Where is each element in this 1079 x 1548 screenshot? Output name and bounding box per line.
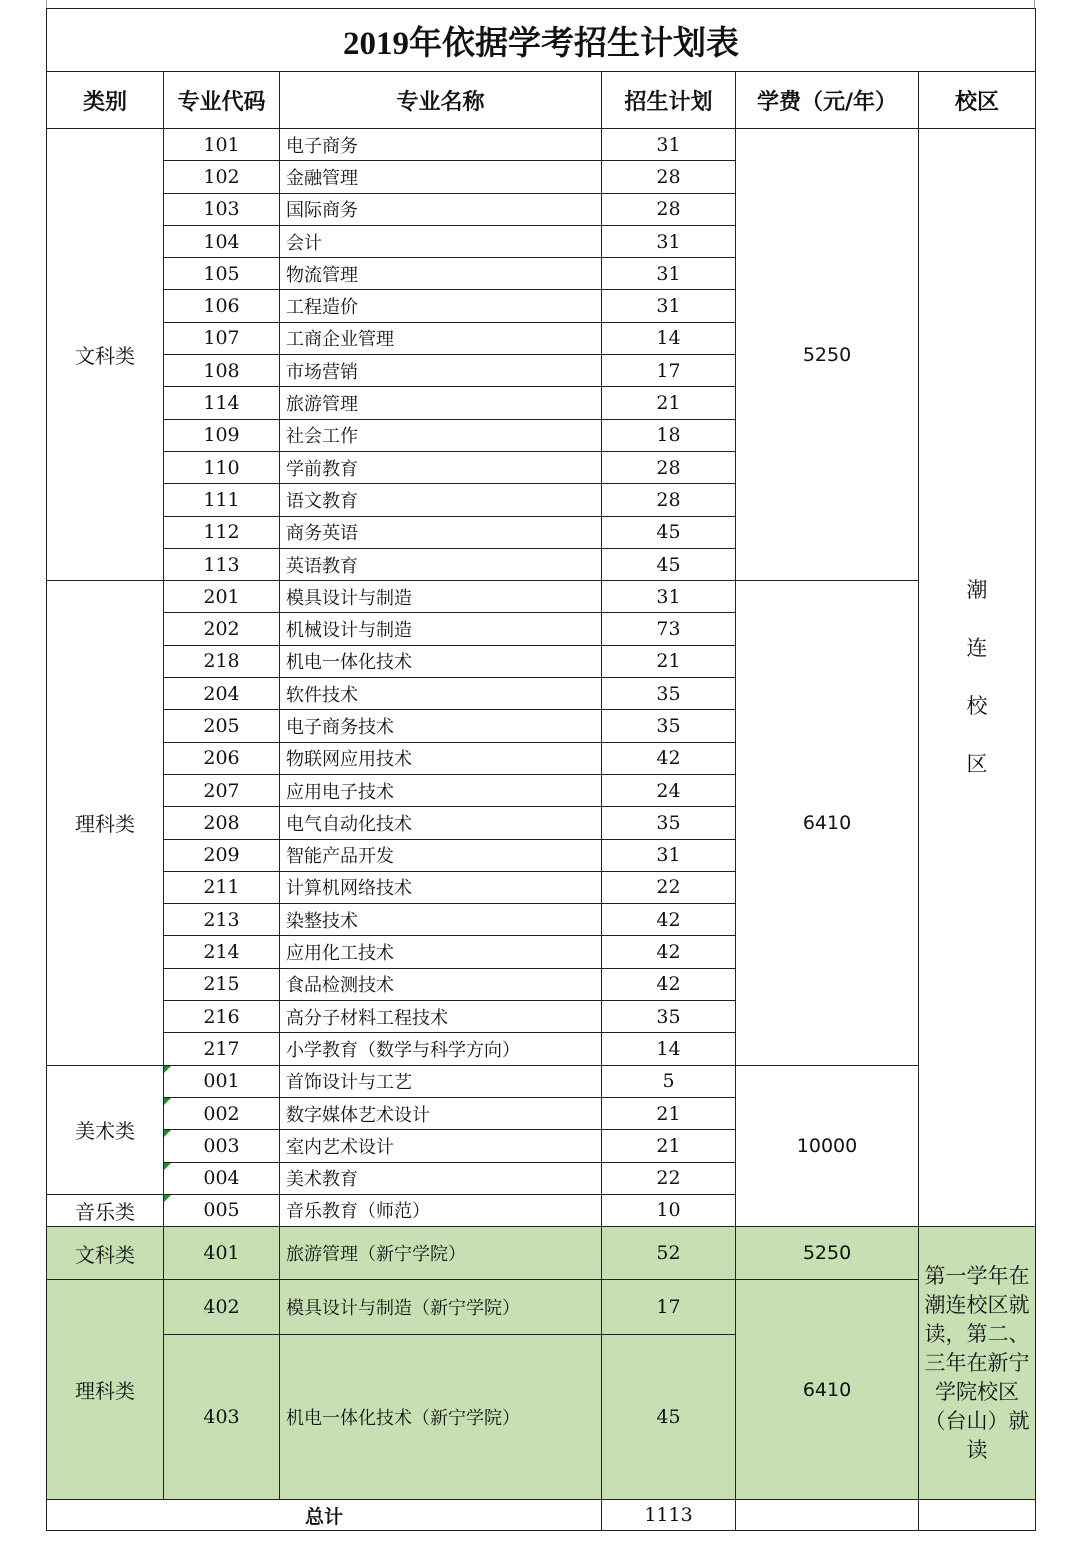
fee-cell: 5250 [736, 1227, 919, 1280]
plan-cell: 42 [602, 904, 736, 936]
name-cell: 音乐教育（师范） [280, 1194, 602, 1226]
fee-cell: 5250 [736, 129, 919, 581]
header-category: 类别 [47, 72, 164, 129]
plan-cell: 28 [602, 193, 736, 225]
plan-cell: 22 [602, 871, 736, 903]
code-cell: 103 [164, 193, 280, 225]
code-cell: 102 [164, 161, 280, 193]
code-cell: 207 [164, 774, 280, 806]
code-cell: 211 [164, 871, 280, 903]
category-cell: 理科类 [47, 1280, 164, 1500]
code-cell: 003 [164, 1130, 280, 1162]
name-cell: 语文教育 [280, 484, 602, 516]
code-cell: 105 [164, 258, 280, 290]
name-cell: 旅游管理（新宁学院） [280, 1227, 602, 1280]
plan-cell: 31 [602, 290, 736, 322]
name-cell: 模具设计与制造 [280, 581, 602, 613]
code-cell: 110 [164, 451, 280, 483]
category-cell: 理科类 [47, 581, 164, 1065]
name-cell: 国际商务 [280, 193, 602, 225]
code-cell: 111 [164, 484, 280, 516]
name-cell: 商务英语 [280, 516, 602, 548]
category-cell: 音乐类 [47, 1194, 164, 1226]
code-cell: 208 [164, 807, 280, 839]
total-value: 1113 [602, 1500, 736, 1531]
name-cell: 会计 [280, 225, 602, 257]
category-cell: 美术类 [47, 1065, 164, 1194]
code-cell: 205 [164, 710, 280, 742]
code-cell: 113 [164, 548, 280, 580]
plan-cell: 18 [602, 419, 736, 451]
code-cell: 112 [164, 516, 280, 548]
fee-cell: 10000 [736, 1065, 919, 1226]
table-row [47, 1227, 1036, 1280]
code-cell: 002 [164, 1097, 280, 1129]
plan-cell: 28 [602, 161, 736, 193]
name-cell: 社会工作 [280, 419, 602, 451]
code-cell: 403 [164, 1335, 280, 1500]
plan-cell: 22 [602, 1162, 736, 1194]
name-cell: 应用化工技术 [280, 936, 602, 968]
plan-cell: 42 [602, 936, 736, 968]
name-cell: 计算机网络技术 [280, 871, 602, 903]
plan-cell: 73 [602, 613, 736, 645]
code-cell: 402 [164, 1280, 280, 1335]
name-cell: 应用电子技术 [280, 774, 602, 806]
name-cell: 首饰设计与工艺 [280, 1065, 602, 1097]
name-cell: 物联网应用技术 [280, 742, 602, 774]
header-fee: 学费（元/年） [736, 72, 919, 129]
plan-cell: 31 [602, 581, 736, 613]
name-cell: 智能产品开发 [280, 839, 602, 871]
plan-cell: 45 [602, 548, 736, 580]
name-cell: 学前教育 [280, 451, 602, 483]
code-cell: 204 [164, 678, 280, 710]
plan-cell: 14 [602, 322, 736, 354]
campus-cell [919, 129, 1036, 1227]
name-cell: 软件技术 [280, 678, 602, 710]
plan-cell: 35 [602, 1001, 736, 1033]
plan-cell: 42 [602, 968, 736, 1000]
plan-cell: 17 [602, 1280, 736, 1335]
name-cell: 机电一体化技术 [280, 645, 602, 677]
code-cell: 201 [164, 581, 280, 613]
plan-cell: 45 [602, 1335, 736, 1500]
header-name: 专业名称 [280, 72, 602, 129]
fee-cell: 6410 [736, 1280, 919, 1500]
name-cell: 小学教育（数学与科学方向） [280, 1033, 602, 1065]
plan-cell: 21 [602, 1130, 736, 1162]
code-cell: 107 [164, 322, 280, 354]
fee-cell: 6410 [736, 581, 919, 1065]
category-cell: 文科类 [47, 1227, 164, 1280]
plan-cell: 21 [602, 1097, 736, 1129]
plan-cell: 21 [602, 645, 736, 677]
plan-cell: 31 [602, 839, 736, 871]
plan-cell: 28 [602, 484, 736, 516]
code-cell: 106 [164, 290, 280, 322]
name-cell: 电子商务 [280, 129, 602, 161]
table-row [47, 1065, 1036, 1097]
name-cell: 工商企业管理 [280, 322, 602, 354]
empty-cell [736, 1500, 919, 1531]
code-cell: 202 [164, 613, 280, 645]
name-cell: 模具设计与制造（新宁学院） [280, 1280, 602, 1335]
name-cell: 电子商务技术 [280, 710, 602, 742]
code-cell: 401 [164, 1227, 280, 1280]
campus-note-cell: 第一学年在潮连校区就读，第二、三年在新宁学院校区（台山）就读 [919, 1227, 1036, 1500]
table-row [47, 129, 1036, 161]
plan-cell: 31 [602, 258, 736, 290]
code-cell: 215 [164, 968, 280, 1000]
plan-cell: 45 [602, 516, 736, 548]
code-cell: 206 [164, 742, 280, 774]
plan-cell: 14 [602, 1033, 736, 1065]
code-cell: 005 [164, 1194, 280, 1226]
total-label: 总计 [47, 1500, 602, 1531]
plan-cell: 35 [602, 710, 736, 742]
code-cell: 214 [164, 936, 280, 968]
code-cell: 209 [164, 839, 280, 871]
plan-cell: 10 [602, 1194, 736, 1226]
plan-cell: 31 [602, 225, 736, 257]
code-cell: 213 [164, 904, 280, 936]
name-cell: 染整技术 [280, 904, 602, 936]
plan-cell: 42 [602, 742, 736, 774]
plan-cell: 24 [602, 774, 736, 806]
name-cell: 数字媒体艺术设计 [280, 1097, 602, 1129]
table-row [47, 581, 1036, 613]
plan-cell: 17 [602, 355, 736, 387]
code-cell: 218 [164, 645, 280, 677]
name-cell: 机电一体化技术（新宁学院） [280, 1335, 602, 1500]
category-cell: 文科类 [47, 129, 164, 581]
table-title: 2019年依据学考招生计划表 [47, 9, 1036, 72]
name-cell: 市场营销 [280, 355, 602, 387]
name-cell: 高分子材料工程技术 [280, 1001, 602, 1033]
plan-cell: 5 [602, 1065, 736, 1097]
enrollment-plan-table [46, 8, 1036, 1531]
campus-text: 潮 连 校 区 [966, 578, 988, 777]
plan-cell: 21 [602, 387, 736, 419]
table-row [47, 1280, 1036, 1335]
plan-cell: 35 [602, 807, 736, 839]
code-cell: 216 [164, 1001, 280, 1033]
header-plan: 招生计划 [602, 72, 736, 129]
plan-cell: 31 [602, 129, 736, 161]
code-cell: 108 [164, 355, 280, 387]
code-cell: 101 [164, 129, 280, 161]
code-cell: 004 [164, 1162, 280, 1194]
plan-cell: 28 [602, 451, 736, 483]
name-cell: 电气自动化技术 [280, 807, 602, 839]
header-code: 专业代码 [164, 72, 280, 129]
name-cell: 工程造价 [280, 290, 602, 322]
plan-cell: 35 [602, 678, 736, 710]
code-cell: 104 [164, 225, 280, 257]
name-cell: 室内艺术设计 [280, 1130, 602, 1162]
name-cell: 旅游管理 [280, 387, 602, 419]
total-row [47, 1500, 1036, 1531]
code-cell: 001 [164, 1065, 280, 1097]
code-cell: 109 [164, 419, 280, 451]
code-cell: 114 [164, 387, 280, 419]
name-cell: 英语教育 [280, 548, 602, 580]
name-cell: 金融管理 [280, 161, 602, 193]
name-cell: 食品检测技术 [280, 968, 602, 1000]
name-cell: 美术教育 [280, 1162, 602, 1194]
empty-cell [919, 1500, 1036, 1531]
header-campus: 校区 [919, 72, 1036, 129]
name-cell: 机械设计与制造 [280, 613, 602, 645]
plan-cell: 52 [602, 1227, 736, 1280]
name-cell: 物流管理 [280, 258, 602, 290]
code-cell: 217 [164, 1033, 280, 1065]
